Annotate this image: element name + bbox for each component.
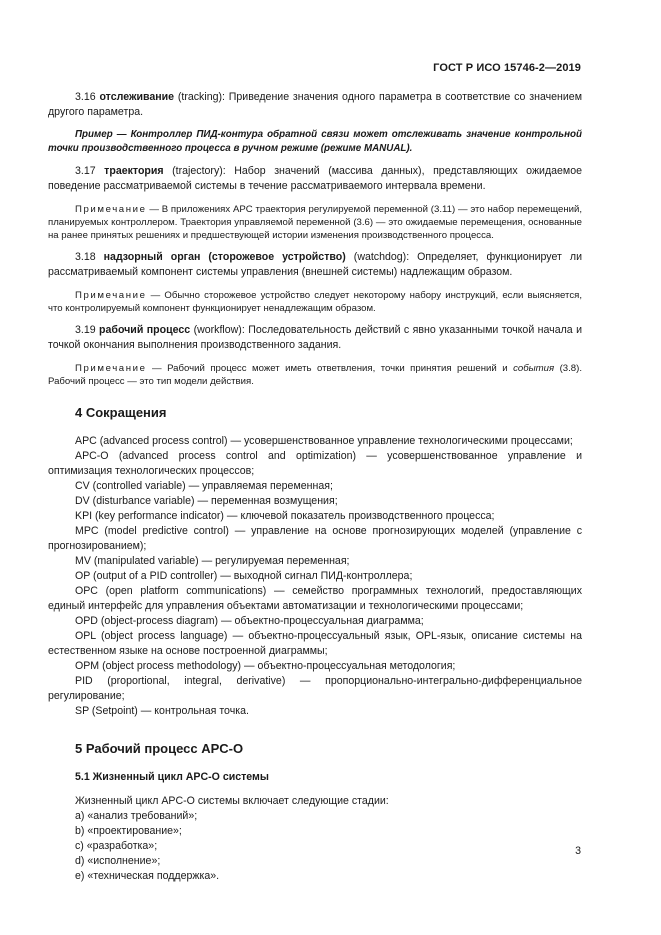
term-3-19 — [48, 323, 582, 353]
term-definition: (tracking): Приведение значения одного параметра в соответствие со значением другого параметра. — [48, 91, 582, 118]
abbreviation-item: APC-O (advanced process control and optimization) — усовершенствованное управление и оптимизация технологических процессов; — [48, 450, 582, 477]
term-name: надзорный орган (сторожевое устройство) — [103, 251, 346, 263]
abbreviation-item: PID (proportional, integral, derivative) — пропорционально-интегрально-дифференциальное регулирование; — [48, 675, 582, 702]
abbreviation-item: OPC (open platform communications) — семейство программных технологий, предоставляющих единый интерфейс для управления объектами автоматизации и технологическими процессами; — [48, 585, 582, 612]
term-number: 3.18 — [75, 251, 96, 263]
page-content — [48, 90, 582, 884]
term-number: 3.16 — [75, 91, 96, 103]
term-name: рабочий процесс — [99, 324, 191, 336]
term-definition: (trajectory): Набор значений (массива данных), представляющих ожидаемое поведение рассматриваемой системы в течение рассматриваемого интервала времени. — [48, 165, 582, 192]
term-name: траектория — [104, 165, 164, 177]
stage-item: a) «анализ требований»; — [75, 810, 198, 822]
term-number: 3.17 — [75, 165, 96, 177]
lifecycle-intro: Жизненный цикл APC-O системы включает следующие стадии: — [75, 795, 389, 807]
document-header: ГОСТ Р ИСО 15746-2—2019 — [433, 62, 581, 74]
abbreviation-item: DV (disturbance variable) — переменная возмущения; — [75, 495, 338, 507]
abbreviation-item: SP (Setpoint) — контрольная точка. — [75, 705, 249, 717]
abbreviation-item: MPC (model predictive control) — управление на основе прогнозирующих моделей (управление с прогнозированием); — [48, 525, 582, 552]
note-label: Примечание — [75, 363, 147, 374]
term-definition: (watchdog): Определяет, функционирует ли рассматриваемый компонент системы управления (внешней системы) надлежащим образом. — [48, 251, 582, 278]
note-3-17 — [48, 203, 582, 242]
abbreviations-list — [48, 434, 582, 719]
term-name: отслеживание — [99, 91, 175, 103]
term-3-18 — [48, 250, 582, 280]
abbreviation-item: OPD (object-process diagram) — объектно-процессуальная диаграмма; — [75, 615, 424, 627]
note-italic-term: события — [513, 363, 555, 374]
lifecycle-stages — [48, 794, 582, 884]
stage-item: c) «разработка»; — [75, 840, 158, 852]
stage-item: e) «техническая поддержка». — [75, 870, 220, 882]
note-3-19 — [48, 362, 582, 388]
section-5-heading: 5 Рабочий процесс APC-O — [75, 741, 244, 756]
term-definition: (workflow): Последовательность действий с явно указанными точкой начала и точкой окончания выполнения производственного задания. — [48, 324, 582, 351]
subsection-5-1-heading: 5.1 Жизненный цикл APC-O системы — [75, 771, 269, 783]
note-3-18 — [48, 289, 582, 315]
note-text: — В приложениях APC траектория регулируемой переменной (3.11) — это набор перемещений, планируемых контроллером. Траектория управляемой переменной (3.6) — это ожидаемые перемещения, основанные на ранее принятых решениях и предшествующей истории изменения производственного процесса. — [48, 204, 582, 241]
page-number: 3 — [575, 845, 581, 857]
abbreviation-item: KPI (key performance indicator) — ключевой показатель производственного процесса; — [75, 510, 495, 522]
abbreviation-item: MV (manipulated variable) — регулируемая переменная; — [75, 555, 350, 567]
abbreviation-item: OPM (object process methodology) — объектно-процессуальная методология; — [75, 660, 456, 672]
term-3-16 — [48, 90, 582, 120]
abbreviation-item: OP (output of a PID controller) — выходной сигнал ПИД-контроллера; — [75, 570, 413, 582]
note-text: — Обычно сторожевое устройство следует некоторому набору инструкций, если выясняется, что контролируемый компонент функционирует ненадлежащим образом. — [48, 290, 582, 314]
abbreviation-item: CV (controlled variable) — управляемая переменная; — [75, 480, 333, 492]
note-text-end: (3.8). Рабочий процесс — это тип модели действия. — [48, 363, 582, 387]
term-number: 3.19 — [75, 324, 96, 336]
note-text: — Рабочий процесс может иметь ответвления, точки принятия решений и — [146, 363, 514, 374]
section-4-heading: 4 Сокращения — [75, 405, 167, 420]
example-3-16: Пример — Контроллер ПИД-контура обратной связи может отслеживать значение контрольной точки производственного процесса в ручном режиме (режиме MANUAL). — [48, 129, 582, 154]
note-label: Примечание — [75, 204, 147, 215]
abbreviation-item: OPL (object process language) — объектно-процессуальный язык, OPL-язык, описание системы на естественном языке на основе построенной диаграммы; — [48, 630, 582, 657]
stage-item: b) «проектирование»; — [75, 825, 182, 837]
stage-item: d) «исполнение»; — [75, 855, 161, 867]
note-label: Примечание — [75, 290, 147, 301]
term-3-17 — [48, 164, 582, 194]
abbreviation-item: APC (advanced process control) — усовершенствованное управление технологическими процессами; — [75, 435, 573, 447]
